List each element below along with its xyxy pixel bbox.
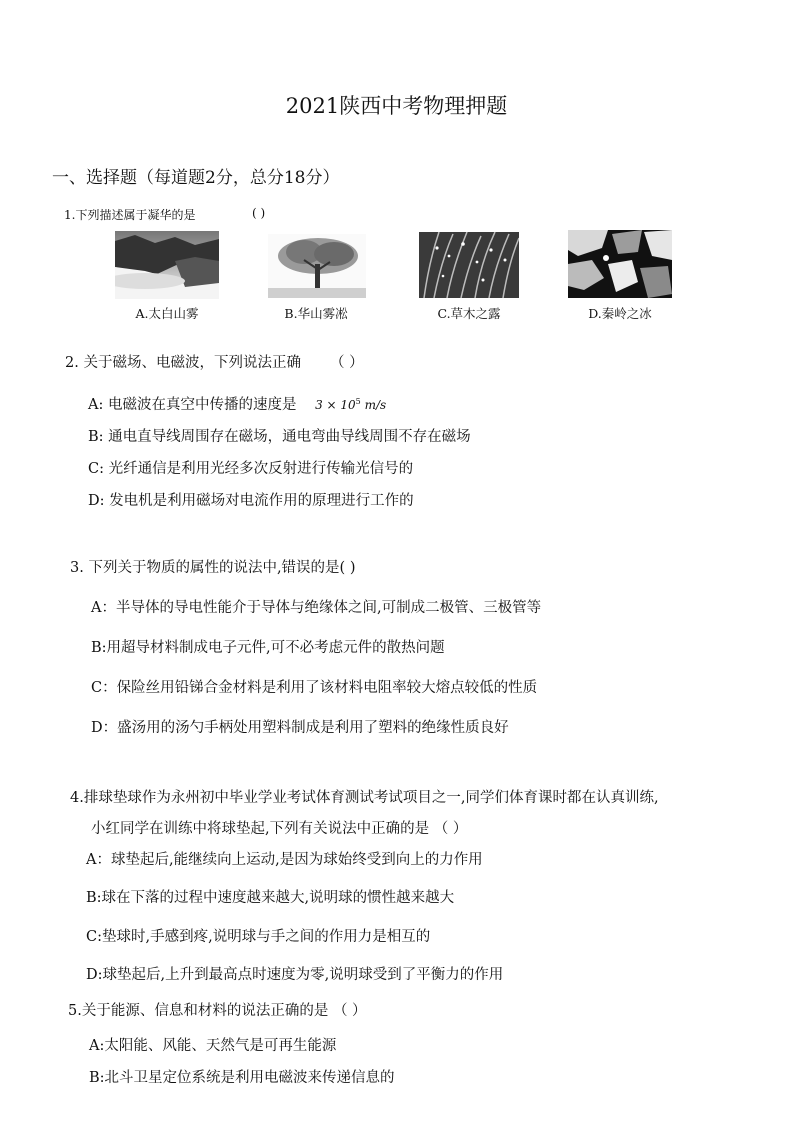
question-3-option-b: B:用超导材料制成电子元件,可不必考虑元件的散热问题	[91, 640, 445, 656]
question-2-option-a-text: A: 电磁波在真空中传播的速度是	[88, 397, 297, 413]
question-2-option-c: C: 光纤通信是利用光经多次反射进行传输光信号的	[88, 461, 414, 477]
question-3-option-a: A：半导体的导电性能介于导体与绝缘体之间,可制成二极管、三极管等	[91, 600, 542, 616]
question-1-answer-paren: ( )	[252, 206, 266, 220]
question-4-option-c: C:垫球时,手感到疼,说明球与手之间的作用力是相互的	[86, 929, 431, 945]
question-2-stem: 2. 关于磁场、电磁波，下列说法正确	[65, 355, 301, 371]
page-title: 2021陕西中考物理押题	[285, 94, 508, 118]
image-caption-c: C.草木之露	[437, 306, 501, 321]
mountain-fog-icon	[115, 231, 219, 299]
frosted-tree-icon	[268, 234, 372, 302]
question-4-stem-line-1: 4.排球垫球作为永州初中毕业学业考试体育测试考试项目之一,同学们体育课时都在认真训练,	[70, 790, 659, 806]
image-caption-d: D.秦岭之冰	[588, 306, 652, 321]
question-2-option-d: D: 发电机是利用磁场对电流作用的原理进行工作的	[88, 493, 414, 509]
question-2-answer-paren: （ ）	[330, 355, 364, 371]
question-2-option-b: B: 通电直导线周围存在磁场，通电弯曲导线周围不存在磁场	[88, 429, 471, 445]
formula-exponent: 5	[355, 397, 361, 406]
question-3-stem: 3. 下列关于物质的属性的说法中,错误的是( )	[70, 560, 356, 576]
question-1-stem: 1.下列描述属于凝华的是	[64, 208, 196, 222]
question-4-option-b: B:球在下落的过程中速度越来越大,说明球的惯性越来越大	[86, 890, 455, 906]
question-4-option-d: D:球垫起后,上升到最高点时速度为零,说明球受到了平衡力的作用	[86, 967, 504, 983]
formula-unit: m/s	[360, 398, 387, 412]
question-4-option-a: A：球垫起后,能继续向上运动,是因为球始终受到向上的力作用	[86, 852, 483, 868]
question-3-option-c: C：保险丝用铅锑合金材料是利用了该材料电阻率较大熔点较低的性质	[91, 680, 538, 696]
question-4-stem-line-2: 小红同学在训练中将球垫起,下列有关说法中正确的是 （ ）	[91, 821, 468, 837]
image-caption-a: A.太白山雾	[135, 306, 199, 321]
question-3-option-d: D：盛汤用的汤勺手柄处用塑料制成是利用了塑料的绝缘性质良好	[91, 720, 509, 736]
image-caption-b: B.华山雾凇	[284, 306, 348, 321]
question-2-option-a	[88, 393, 386, 414]
dewy-grass-icon	[419, 232, 519, 300]
ice-rocks-icon	[568, 230, 672, 298]
formula-base: 3 × 10	[315, 398, 356, 412]
question-5-option-b: B:北斗卫星定位系统是利用电磁波来传递信息的	[89, 1070, 395, 1086]
section-heading: 一、选择题（每道题2分，总分18分）	[52, 168, 340, 188]
question-5-option-a: A:太阳能、风能、天然气是可再生能源	[89, 1038, 337, 1054]
speed-of-light-formula	[315, 398, 386, 412]
question-5-stem: 5.关于能源、信息和材料的说法正确的是 （ ）	[68, 1003, 367, 1019]
